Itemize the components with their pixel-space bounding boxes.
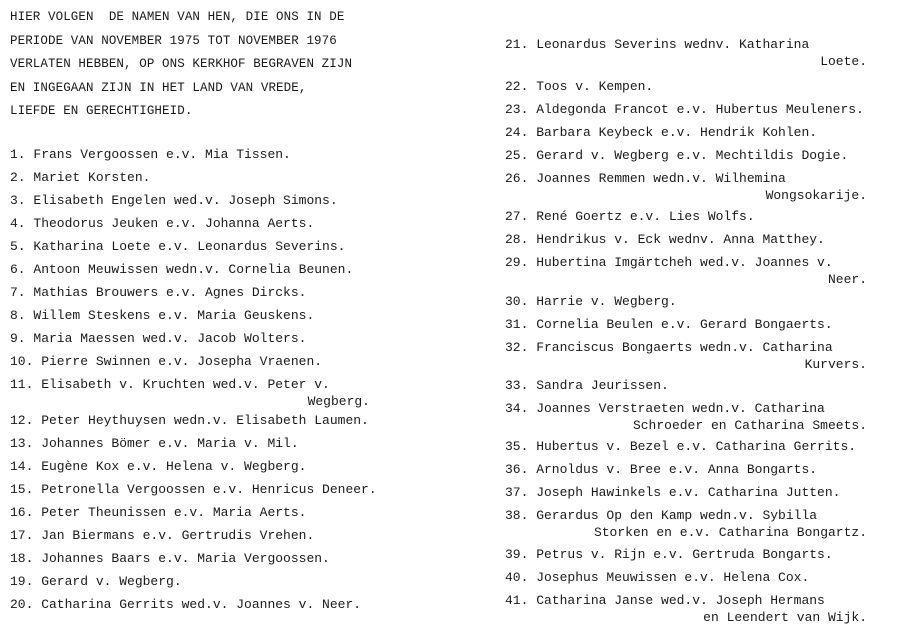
list-item	[10, 238, 450, 255]
list-item	[10, 353, 450, 370]
entry-text: 21. Leonardus Severins wednv. Katharina	[505, 37, 810, 52]
list-item	[505, 400, 895, 434]
entry-text: 5. Katharina Loete e.v. Leonardus Severins.	[10, 239, 346, 254]
entry-text: 12. Peter Heythuysen wedn.v. Elisabeth Laumen.	[10, 413, 369, 428]
list-item	[505, 438, 895, 455]
list-item	[505, 78, 895, 95]
entry-continuation: Neer.	[827, 272, 867, 287]
entry-text: 6. Antoon Meuwissen wedn.v. Cornelia Beunen.	[10, 262, 354, 277]
entry-continuation: Wongsokarije.	[765, 188, 867, 203]
list-item	[10, 284, 450, 301]
list-item	[10, 412, 450, 429]
list-item	[505, 254, 895, 288]
entry-text: 27. René Goertz e.v. Lies Wolfs.	[505, 209, 755, 224]
entry-text: 2. Mariet Korsten.	[10, 170, 151, 185]
list-item	[10, 146, 450, 163]
entry-text: 37. Joseph Hawinkels e.v. Catharina Jutten.	[505, 485, 841, 500]
list-item	[10, 192, 450, 209]
entry-text: 25. Gerard v. Wegberg e.v. Mechtildis Dogie.	[505, 148, 849, 163]
entry-text: 16. Peter Theunissen e.v. Maria Aerts.	[10, 505, 307, 520]
entry-continuation: Kurvers.	[804, 357, 867, 372]
entry-text: 41. Catharina Janse wed.v. Joseph Hermans	[505, 593, 825, 608]
list-item	[505, 592, 895, 626]
intro-paragraph	[10, 6, 450, 124]
list-item	[505, 147, 895, 164]
list-item	[505, 293, 895, 310]
list-item	[10, 527, 450, 544]
list-item	[505, 170, 895, 204]
entry-text: 18. Johannes Baars e.v. Maria Vergoossen.	[10, 551, 330, 566]
entry-text: 31. Cornelia Beulen e.v. Gerard Bongaerts.	[505, 317, 833, 332]
list-item	[505, 316, 895, 333]
intro-line: LIEFDE EN GERECHTIGHEID.	[10, 104, 193, 118]
entry-text: 15. Petronella Vergoossen e.v. Henricus Deneer.	[10, 482, 377, 497]
list-item	[505, 339, 895, 373]
entry-text: 33. Sandra Jeurissen.	[505, 378, 669, 393]
list-item	[10, 458, 450, 475]
list-item	[505, 231, 895, 248]
entry-text: 22. Toos v. Kempen.	[505, 79, 654, 94]
list-item	[505, 208, 895, 225]
list-item	[10, 596, 450, 613]
entry-text: 4. Theodorus Jeuken e.v. Johanna Aerts.	[10, 216, 315, 231]
entry-text: 14. Eugène Kox e.v. Helena v. Wegberg.	[10, 459, 307, 474]
entry-text: 13. Johannes Bömer e.v. Maria v. Mil.	[10, 436, 299, 451]
entry-text: 36. Arnoldus v. Bree e.v. Anna Bongarts.	[505, 462, 818, 477]
list-item	[505, 484, 895, 501]
list-item	[505, 507, 895, 541]
list-item	[10, 435, 450, 452]
list-item	[10, 215, 450, 232]
entry-text: 38. Gerardus Op den Kamp wedn.v. Sybilla	[505, 508, 818, 523]
entry-text: 1. Frans Vergoossen e.v. Mia Tissen.	[10, 147, 291, 162]
entry-text: 40. Josephus Meuwissen e.v. Helena Cox.	[505, 570, 810, 585]
intro-line: HIER VOLGEN DE NAMEN VAN HEN, DIE ONS IN DE	[10, 10, 345, 24]
entry-continuation: Wegberg.	[307, 394, 370, 409]
list-item	[505, 461, 895, 478]
entry-continuation: en Leendert van Wijk.	[703, 610, 867, 625]
list-item	[10, 307, 450, 324]
entry-text: 9. Maria Maessen wed.v. Jacob Wolters.	[10, 331, 307, 346]
entry-text: 20. Catharina Gerrits wed.v. Joannes v. Neer.	[10, 597, 362, 612]
entry-continuation: Loete.	[820, 54, 867, 69]
list-item	[505, 569, 895, 586]
entry-text: 29. Hubertina Imgärtcheh wed.v. Joannes v.	[505, 255, 833, 270]
entry-text: 28. Hendrikus v. Eck wednv. Anna Matthey.	[505, 232, 825, 247]
entry-text: 34. Joannes Verstraeten wedn.v. Catharina	[505, 401, 825, 416]
entry-text: 10. Pierre Swinnen e.v. Josepha Vraenen.	[10, 354, 323, 369]
entry-text: 23. Aldegonda Francot e.v. Hubertus Meuleners.	[505, 102, 864, 117]
list-item	[10, 504, 450, 521]
list-item	[505, 101, 895, 118]
entry-text: 19. Gerard v. Wegberg.	[10, 574, 182, 589]
entry-text: 35. Hubertus v. Bezel e.v. Catharina Gerrits.	[505, 439, 857, 454]
entry-text: 32. Franciscus Bongaerts wedn.v. Catharina	[505, 340, 833, 355]
intro-line: PERIODE VAN NOVEMBER 1975 TOT NOVEMBER 1976	[10, 33, 337, 48]
list-item	[505, 36, 895, 70]
entry-text: 3. Elisabeth Engelen wed.v. Joseph Simons.	[10, 193, 338, 208]
entry-text: 8. Willem Steskens e.v. Maria Geuskens.	[10, 308, 315, 323]
entry-text: 11. Elisabeth v. Kruchten wed.v. Peter v.	[10, 377, 330, 392]
list-item	[505, 124, 895, 141]
list-item	[10, 261, 450, 278]
entry-text: 24. Barbara Keybeck e.v. Hendrik Kohlen.	[505, 125, 818, 140]
entry-continuation: Schroeder en Catharina Smeets.	[632, 418, 867, 433]
list-item	[10, 169, 450, 186]
list-item	[10, 573, 450, 590]
list-item	[10, 481, 450, 498]
entry-text: 26. Joannes Remmen wedn.v. Wilhemina	[505, 171, 786, 186]
list-item	[505, 377, 895, 394]
entry-text: 30. Harrie v. Wegberg.	[505, 294, 677, 309]
list-item	[10, 550, 450, 567]
list-item	[505, 546, 895, 563]
entry-continuation: Storken en e.v. Catharina Bongartz.	[593, 525, 867, 540]
entry-text: 17. Jan Biermans e.v. Gertrudis Vrehen.	[10, 528, 315, 543]
entry-text: 39. Petrus v. Rijn e.v. Gertruda Bongarts.	[505, 547, 833, 562]
intro-line: EN INGEGAAN ZIJN IN HET LAND VAN VREDE,	[10, 80, 307, 95]
entry-text: 7. Mathias Brouwers e.v. Agnes Dircks.	[10, 285, 307, 300]
list-item	[10, 330, 450, 347]
intro-line: VERLATEN HEBBEN, OP ONS KERKHOF BEGRAVEN ZIJN	[10, 57, 353, 71]
list-item	[10, 376, 450, 410]
